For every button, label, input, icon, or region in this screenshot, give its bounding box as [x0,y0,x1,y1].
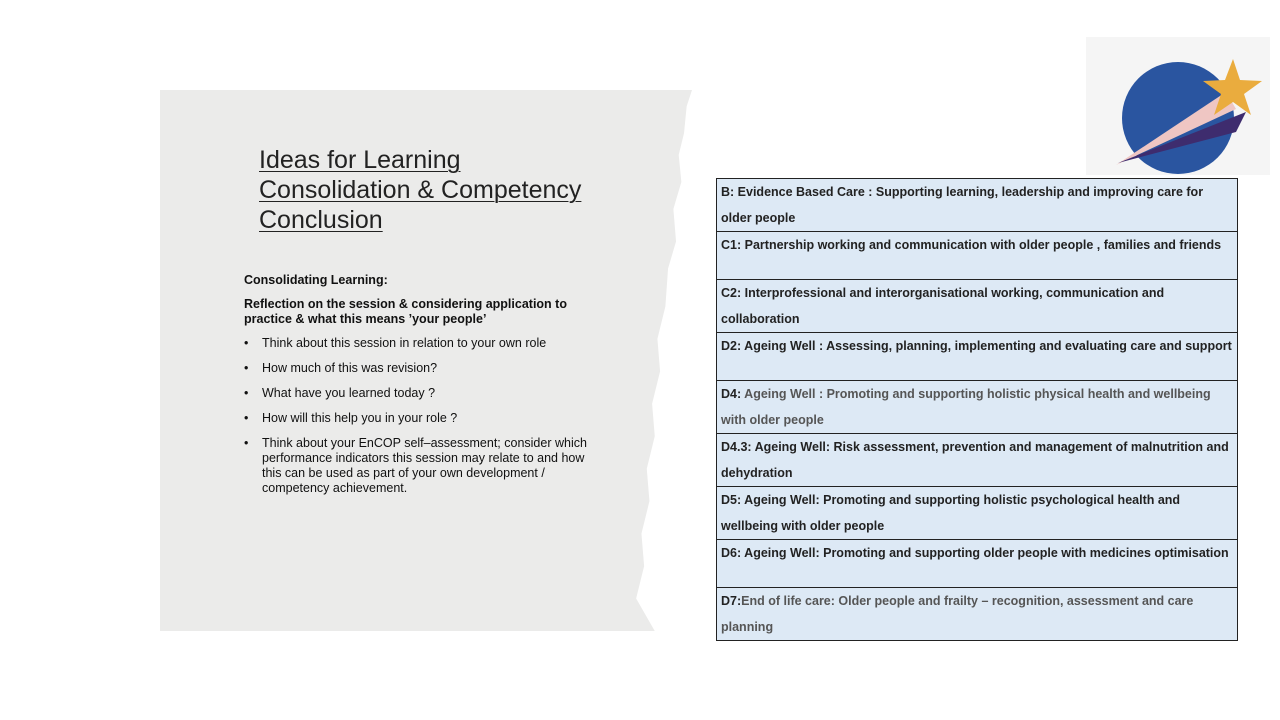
competency-text: Ageing Well : Promoting and supporting holistic physical health and wellbeing with older people [721,387,1211,427]
competency-text: End of life care: Older people and frailty – recognition, assessment and care planning [721,594,1194,634]
bullet: • [244,361,249,375]
slide-title [259,145,581,235]
list-item [244,411,604,426]
competency-code: D5: [721,493,742,507]
consolidating-heading: Consolidating Learning: [244,273,388,287]
table-row [717,487,1238,540]
competency-text: Ageing Well: Risk assessment, prevention and management of malnutrition and dehydration [721,440,1229,480]
title-line: Ideas for Learning [259,146,461,174]
competency-code: B: [721,185,738,199]
competency-text: Ageing Well: Promoting and supporting holistic psychological health and wellbeing with older people [721,493,1181,533]
bullet: • [244,411,249,425]
table-row [717,280,1238,333]
list-item [244,361,604,376]
competency-text: Evidence Based Care : Supporting learning, leadership and improving care for older people [721,185,1204,225]
reflection-heading: Reflection on the session & considering application to practice & what this means ’your people’ [244,297,567,326]
bullet-text: Think about your EnCOP self–assessment; consider which performance indicators this session may relate to and how this can be used as part of your own development / competency achievement. [262,436,587,495]
list-item [244,386,604,401]
bullet: • [244,436,249,450]
list-item [244,436,604,496]
bullet: • [244,386,249,400]
competency-code: C1: [721,238,742,252]
bullet-text: What have you learned today ? [262,386,436,400]
table-row [717,179,1238,232]
bullet: • [244,336,249,350]
competency-code: D2: [721,339,742,353]
consolidation-section [244,273,604,506]
table-row [717,540,1238,588]
competency-code: D6: [721,546,742,560]
shooting-star-logo [1086,37,1270,175]
list-item [244,336,604,351]
competency-code: D4: [721,387,742,401]
competency-code: D7: [721,594,742,608]
title-line: Conclusion [259,206,383,234]
competency-code: C2: [721,286,742,300]
bullet-text: Think about this session in relation to your own role [262,336,547,350]
competency-code: D4.3: [721,440,752,454]
competency-text: Ageing Well: Promoting and supporting older people with medicines optimisation [741,546,1229,560]
competency-text: Ageing Well : Assessing, planning, implementing and evaluating care and support [741,339,1232,353]
table-row [717,588,1238,641]
table-row [717,333,1238,381]
table-row [717,434,1238,487]
bullet-list [244,336,604,496]
competency-text: Partnership working and communication with older people , families and friends [741,238,1222,252]
bullet-text: How will this help you in your role ? [262,411,458,425]
competency-table [716,178,1238,641]
table-row [717,381,1238,434]
competency-text: Interprofessional and interorganisational working, communication and collaboration [721,286,1165,326]
table-row [717,232,1238,280]
title-line: Consolidation & Competency [259,176,582,204]
bullet-text: How much of this was revision? [262,361,438,375]
